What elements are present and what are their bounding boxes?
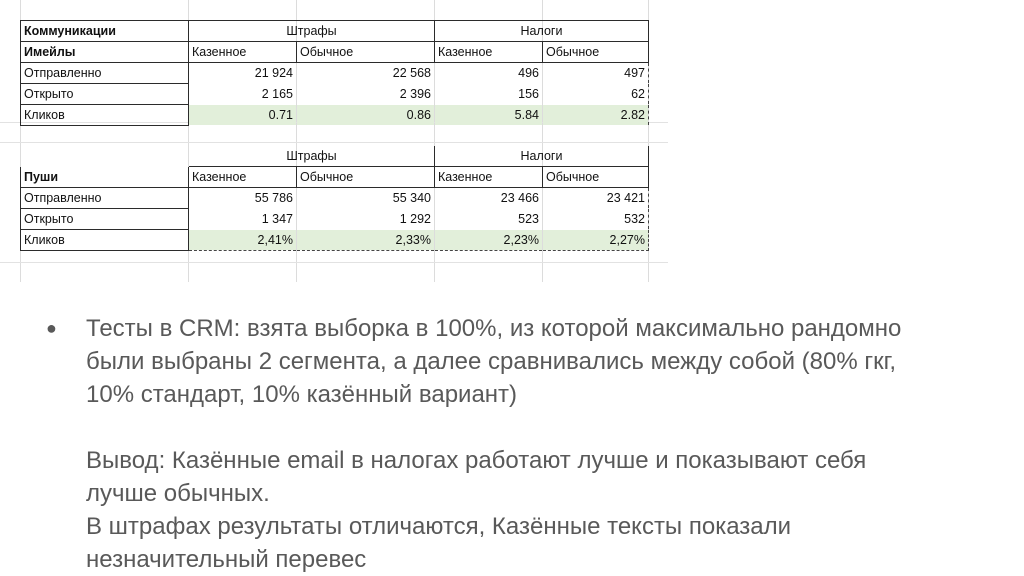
cell: 23 421 — [543, 188, 649, 209]
table-row — [21, 84, 649, 105]
table-row — [21, 230, 649, 251]
cell-highlighted: 2,27% — [543, 230, 649, 251]
text-line: В штрафах результаты отличаются, Казённые тексты показали — [86, 513, 792, 540]
cell: 23 466 — [435, 188, 543, 209]
text-line: лучше обычных. — [86, 480, 270, 507]
cell: 497 — [543, 63, 649, 84]
table-row — [21, 105, 649, 126]
text-line: Тесты в CRM: взята выборка в 100%, из которой максимально рандомно — [86, 315, 902, 342]
cell: 2 165 — [189, 84, 297, 105]
cell: 22 568 — [297, 63, 435, 84]
subheader-cell: Обычное — [297, 42, 435, 63]
corner-label: Коммуникации — [21, 21, 189, 42]
group-header-fines: Штрафы — [189, 21, 435, 42]
cell-highlighted: 2,33% — [297, 230, 435, 251]
group-header-fines: Штрафы — [189, 146, 435, 167]
subheader-cell: Обычное — [543, 167, 649, 188]
cell: 55 340 — [297, 188, 435, 209]
text-line: 10% стандарт, 10% казённый вариант) — [86, 381, 518, 408]
subheader-cell: Казенное — [435, 167, 543, 188]
subheader-cell: Казенное — [189, 167, 297, 188]
grid-line — [0, 262, 668, 263]
bullet-icon: ● — [46, 318, 57, 338]
spreadsheet-screenshot — [0, 0, 668, 282]
group-header-taxes: Налоги — [435, 21, 649, 42]
cell-highlighted: 0.71 — [189, 105, 297, 126]
cell: 55 786 — [189, 188, 297, 209]
text-line: были выбраны 2 сегмента, а далее сравнивались между собой (80% гкг, — [86, 348, 897, 375]
cell: 1 292 — [297, 209, 435, 230]
bullet-paragraph — [86, 312, 986, 576]
cell: 21 924 — [189, 63, 297, 84]
table-subheader-row — [21, 167, 649, 188]
subheader-cell: Обычное — [543, 42, 649, 63]
cell-highlighted: 5.84 — [435, 105, 543, 126]
table-row — [21, 188, 649, 209]
subheader-cell: Казенное — [435, 42, 543, 63]
table-subheader-row — [21, 42, 649, 63]
cell: 1 347 — [189, 209, 297, 230]
row-label: Открыто — [21, 84, 189, 105]
table-header-row — [21, 21, 649, 42]
row-label-header: Имейлы — [21, 42, 189, 63]
subheader-cell: Казенное — [189, 42, 297, 63]
cell-highlighted: 0.86 — [297, 105, 435, 126]
row-label: Кликов — [21, 105, 189, 126]
cell: 156 — [435, 84, 543, 105]
row-label: Отправленно — [21, 63, 189, 84]
cell-highlighted: 2.82 — [543, 105, 649, 126]
row-label: Кликов — [21, 230, 189, 251]
slide-body-text — [46, 312, 986, 576]
row-label: Открыто — [21, 209, 189, 230]
text-line: незначительный перевес — [86, 546, 367, 573]
cell: 523 — [435, 209, 543, 230]
cell: 62 — [543, 84, 649, 105]
row-label: Отправленно — [21, 188, 189, 209]
stats-table — [20, 20, 649, 251]
table-row — [21, 63, 649, 84]
row-label-header: Пуши — [21, 167, 189, 188]
text-line: Вывод: Казённые email в налогах работают лучше и показывают себя — [86, 447, 867, 474]
spacer-row — [21, 126, 649, 146]
group-header-taxes: Налоги — [435, 146, 649, 167]
subheader-cell: Обычное — [297, 167, 435, 188]
blank-line — [86, 411, 986, 444]
cell-highlighted: 2,41% — [189, 230, 297, 251]
cell: 496 — [435, 63, 543, 84]
cell-highlighted: 2,23% — [435, 230, 543, 251]
table-row — [21, 209, 649, 230]
cell: 532 — [543, 209, 649, 230]
table-header-row — [21, 146, 649, 167]
cell: 2 396 — [297, 84, 435, 105]
